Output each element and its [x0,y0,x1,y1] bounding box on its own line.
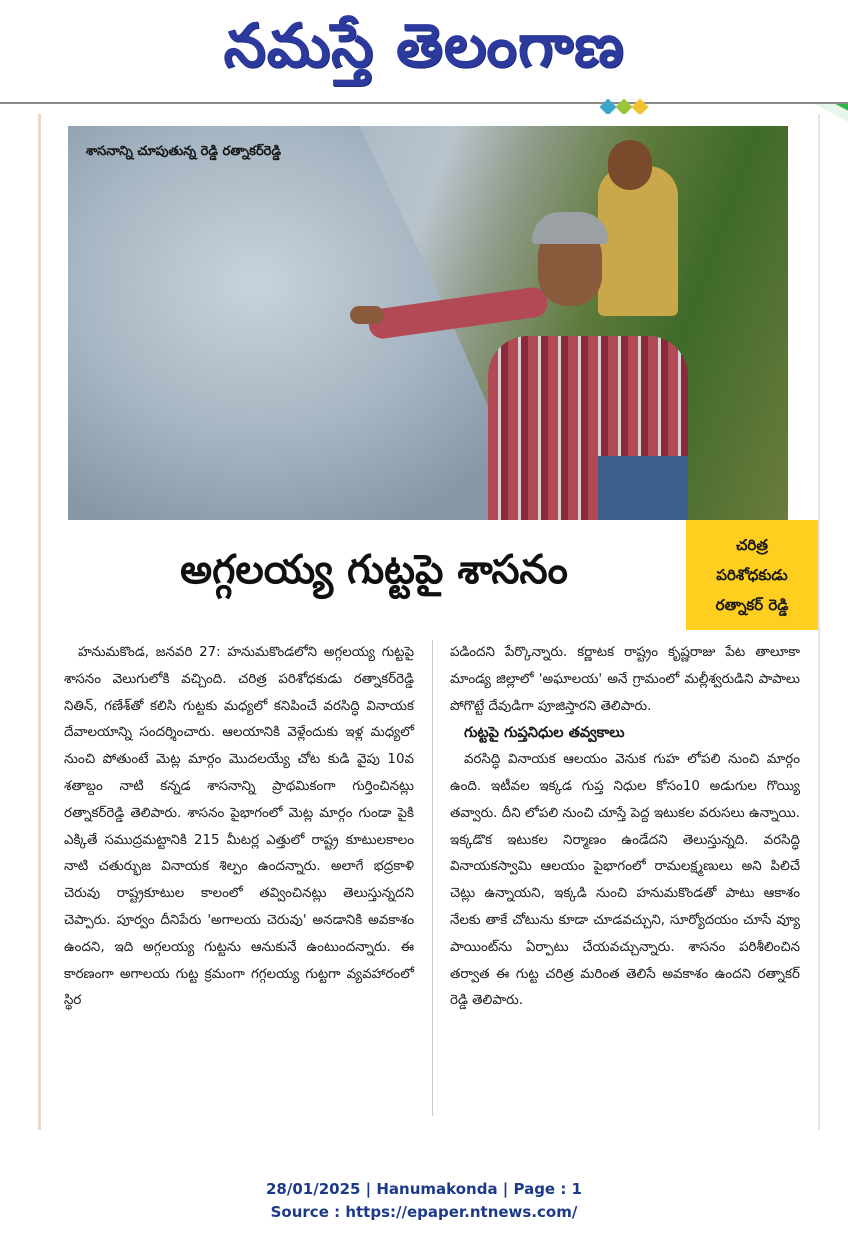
article-subheading: గుట్టపై గుప్తనిధుల తవ్వకాలు [464,725,625,742]
article-column-right [450,640,800,1015]
article-headline: అగ్గలయ్య గుట్టపై శాసనం [180,547,568,593]
credit-line-3: రత్నాకర్ రెడ్డి [715,596,789,614]
background-person [598,166,678,316]
page-footer [0,1178,848,1224]
article-paragraph: హనుమకొండ, జనవరి 27: హనుమకొండలోని అగ్గలయ్య గుట్టపై శాసనం వెలుగులోకి వచ్చింది. చరిత్ర పరిశోధకుడు రత్నాకర్‌రెడ్డి నితిన్, గణేశ్‌తో కలిసి గుట్టకు మధ్యలో కనిపించే వరసిద్ధి వినాయక దేవాలయాన్ని సందర్శించారు. ఆలయానికి వెళ్లేందుకు ఇళ్ల మధ్యలో నుంచి పోతుంటే మెట్ల మార్గం మొదలయ్యే చోట కుడి వైపు 10వ శతాబ్దం నాటి కన్నడ శాసనాన్ని ప్రాథమికంగా గుర్తించినట్లు రత్నాకర్‌రెడ్డి తెలిపారు. శాసనం పైభాగంలో మెట్ల మార్గం గుండా పైకి ఎక్కితే సముద్రమట్టానికి 215 మీటర్ల ఎత్తులో రాష్ట్ర కూటులకాలం నాటి చతుర్భుజ వినాయక శిల్పం ఉందన్నారు. అలాగే భద్రకాళి చెరువు రాష్ట్రకూటుల కాలంలో తవ్వించినట్లు తెలుస్తున్నదని చెప్పారు. పూర్వం దీనిపేరు 'అగాలయ చెరువు' అనడానికి అవకాశం ఉందని, ఇది అగ్గలయ్య గుట్టను ఆనుకునే ఉంటుందన్నారు. ఈ కారణంగా అగాలయ గుట్ట క్రమంగా గగ్గలయ్య గుట్టగా వ్యవహారంలో స్థిర [64,645,414,1009]
newspaper-logo: నమస్తే తెలంగాణ [223,11,625,81]
article-photo [68,126,788,520]
column-divider [432,640,433,1116]
researcher-jeans [598,456,688,520]
credit-box [686,520,818,630]
footer-source-link[interactable]: Source : https://epaper.ntnews.com/ [270,1203,578,1221]
background-person-head [608,140,652,190]
credit-line-2: పరిశోధకుడు [716,566,788,584]
researcher-cap [532,212,608,244]
article-column-left [64,640,414,1015]
footer-date-page: 28/01/2025 | Hanumakonda | Page : 1 [265,1180,582,1198]
article-paragraph: పడిందని పేర్కొన్నారు. కర్ణాటక రాష్ట్రం కృష్ణరాజు పేట తాలూకా మాండ్య జిల్లాలో 'అఘాలయ' అనే గ్రామంలో మల్లీశ్వరుడిని పాపాలు పోగొట్టే దేవుడిగా పూజిస్తారని తెలిపారు. [450,645,800,714]
pointing-hand [350,306,384,324]
article-paragraph: వరసిద్ధి వినాయక ఆలయం వెనుక గుహ లోపలి నుంచి మార్గం ఉంది. ఇటీవల ఇక్కడ గుప్త నిధుల కోసం10 అడుగుల గొయ్యి తవ్వారు. దీని లోపలి నుంచి చూస్తే పెద్ద ఇటుకల వరుసలు ఉన్నాయి. ఇక్కడొక ఇటుకల నిర్మాణం ఉండేదని తెలుస్తున్నది. వరసిద్ధి వినాయకస్వామి ఆలయం పైభాగంలో రామలక్ష్మణులు అని పిలిచే చెట్లు ఉన్నాయని, ఇక్కడి నుంచి హనుమకొండతో పాటు ఆకాశం నేలకు తాకే చోటును కూడా చూడవచ్చుని, సూర్యోదయం చూసే వ్యూ పాయింట్‌ను ఏర్పాటు చేయవచ్చున్నారు. శాసనం పరిశీలించిన తర్వాత ఈ గుట్ట చరిత్ర మరింత తెలిసే అవకాశం ఉందని రత్నాకర్ రెడ్డి తెలిపారు. [450,752,800,1009]
masthead-divider [0,102,848,104]
credit-line-1: చరిత్ర [736,536,768,554]
photo-caption: శాసనాన్ని చూపుతున్న రెడ్డి రత్నాకర్‌రెడ్డి [86,144,281,159]
masthead [0,0,848,104]
headline-row [66,530,682,620]
